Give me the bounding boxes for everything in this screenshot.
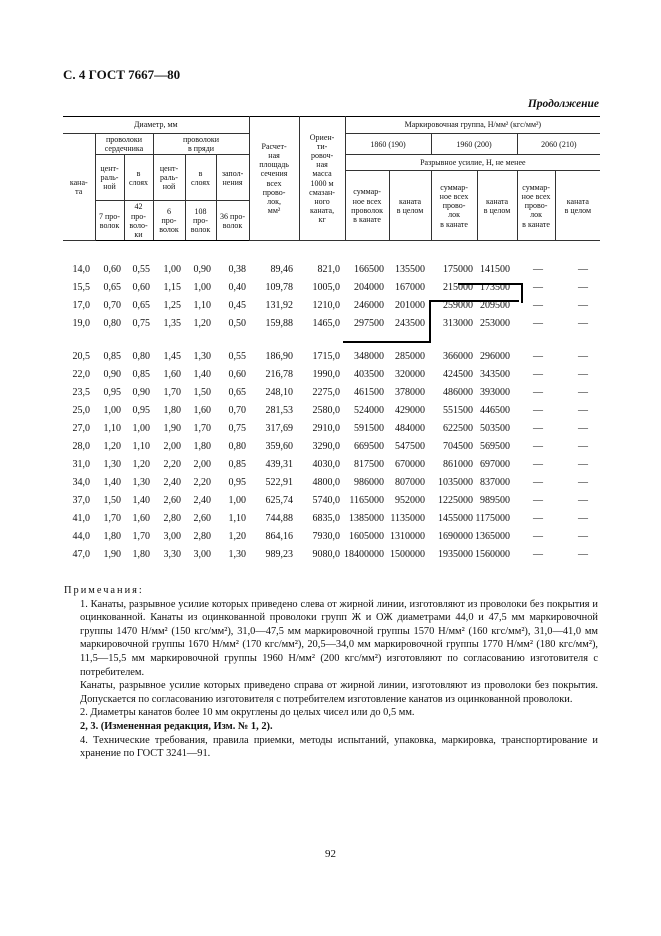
th-2060: 2060 (210) (517, 134, 600, 155)
cell-area: 159,88 (265, 318, 293, 329)
th-6-wires: 6 про- волок (153, 201, 185, 241)
table-row (63, 387, 600, 405)
th-whole-1860: каната в целом (389, 171, 431, 241)
cell-whole-1960: 209500 (480, 300, 510, 311)
cell-whole-1960: 343500 (480, 369, 510, 380)
note-4: 4. Технические требования, правила приемки, методы испытаний, упаковка, маркировка, транспортирование и хранение по ГОСТ 3241—91. (80, 734, 598, 760)
cell-filler: 0,70 (228, 405, 246, 416)
cell-sum-1960: 313000 (443, 318, 473, 329)
bold-line-segment-4 (343, 341, 431, 343)
cell-core-layers: 0,75 (132, 318, 150, 329)
cell-sum-2060: — (533, 369, 543, 380)
cell-rope-d: 47,0 (72, 549, 90, 560)
cell-sum-2060: — (533, 513, 543, 524)
th-central: цент- раль- ной (95, 155, 124, 201)
notes-title: Примечания: (64, 585, 144, 596)
cell-core-central: 1,20 (103, 441, 121, 452)
cell-mass: 7930,0 (312, 531, 340, 542)
cell-whole-2060: — (578, 264, 588, 275)
cell-whole-1960: 503500 (480, 423, 510, 434)
cell-strand-layers: 0,90 (193, 264, 211, 275)
cell-sum-1960: 1455000 (438, 513, 473, 524)
cell-area: 109,78 (265, 282, 293, 293)
cell-rope-d: 27,0 (72, 423, 90, 434)
cell-whole-2060: — (578, 282, 588, 293)
cell-rope-d: 23,5 (72, 387, 90, 398)
cell-strand-layers: 1,70 (193, 423, 211, 434)
cell-sum-1860: 204000 (354, 282, 384, 293)
cell-filler: 0,50 (228, 318, 246, 329)
cell-rope-d: 17,0 (72, 300, 90, 311)
th-sum-2060: суммар- ное всех прово- лок в канате (517, 171, 555, 241)
th-1960: 1960 (200) (431, 134, 517, 155)
cell-sum-1860: 524000 (354, 405, 384, 416)
cell-whole-1860: 285000 (395, 351, 425, 362)
cell-whole-1960: 569500 (480, 441, 510, 452)
cell-rope-d: 31,0 (72, 459, 90, 470)
cell-sum-1860: 461500 (354, 387, 384, 398)
cell-mass: 9080,0 (312, 549, 340, 560)
cell-whole-1960: 296000 (480, 351, 510, 362)
cell-whole-1860: 1500000 (390, 549, 425, 560)
cell-filler: 0,55 (228, 351, 246, 362)
cell-whole-1860: 1135000 (390, 513, 425, 524)
cell-core-central: 1,30 (103, 459, 121, 470)
cell-whole-1960: 837000 (480, 477, 510, 488)
cell-sum-1960: 424500 (443, 369, 473, 380)
cell-sum-2060: — (533, 459, 543, 470)
cell-strand-central: 1,70 (163, 387, 181, 398)
cell-core-central: 1,70 (103, 513, 121, 524)
cell-sum-1960: 215000 (443, 282, 473, 293)
cell-whole-1960: 253000 (480, 318, 510, 329)
cell-sum-1960: 551500 (443, 405, 473, 416)
cell-sum-1860: 348000 (354, 351, 384, 362)
note-1: 1. Канаты, разрывное усилие которых приведено слева от жирной линии, изготовляют из проволоки без покрытия и оцинкованной. Канаты из оцинкованной проволоки групп Ж и ОЖ диаметрами 44,0 и 47,5 мм маркировочной группы 1470 Н/мм² (150 кгс/мм²), 31,0—47,5 мм маркировочной группы 1570 Н/мм² (160 кгс/мм²), 31,0—41,0 мм маркировочной группы 1670 Н/мм² (170 кгс/мм²), 20,5—34,0 мм маркировочной группы 1770 Н/мм² (180 кгс/мм²), 11,5—15,5 мм маркировочной группы 1960 Н/мм² (200 кгс/мм²) изготовляют по согласованию изготовителя с потребителем. (80, 598, 598, 678)
cell-sum-1860: 986000 (354, 477, 384, 488)
cell-area: 439,31 (265, 459, 293, 470)
cell-filler: 1,30 (228, 549, 246, 560)
cell-sum-1960: 175000 (443, 264, 473, 275)
cell-sum-1960: 622500 (443, 423, 473, 434)
th-1860: 1860 (190) (345, 134, 431, 155)
table-row (63, 531, 600, 549)
cell-whole-2060: — (578, 549, 588, 560)
cell-strand-central: 2,60 (163, 495, 181, 506)
cell-area: 864,16 (265, 531, 293, 542)
cell-strand-layers: 1,50 (193, 387, 211, 398)
cell-mass: 1715,0 (312, 351, 340, 362)
table-header (63, 116, 600, 241)
cell-sum-1860: 1165000 (349, 495, 384, 506)
th-sum-1960: суммар- ное всех прово- лок в канате (431, 171, 477, 241)
cell-whole-1960: 393000 (480, 387, 510, 398)
cell-sum-2060: — (533, 531, 543, 542)
cell-mass: 6835,0 (312, 513, 340, 524)
cell-core-central: 1,10 (103, 423, 121, 434)
cell-mass: 4800,0 (312, 477, 340, 488)
cell-whole-2060: — (578, 459, 588, 470)
cell-strand-layers: 1,40 (193, 369, 211, 380)
table-row (63, 477, 600, 495)
cell-rope-d: 25,0 (72, 405, 90, 416)
cell-strand-layers: 2,00 (193, 459, 211, 470)
cell-sum-1960: 1035000 (438, 477, 473, 488)
cell-strand-central: 3,30 (163, 549, 181, 560)
cell-core-central: 0,95 (103, 387, 121, 398)
cell-mass: 4030,0 (312, 459, 340, 470)
cell-whole-1960: 1560000 (475, 549, 510, 560)
cell-strand-layers: 1,10 (193, 300, 211, 311)
cell-sum-1860: 669500 (354, 441, 384, 452)
cell-filler: 0,85 (228, 459, 246, 470)
cell-mass: 1005,0 (312, 282, 340, 293)
cell-core-layers: 1,80 (132, 549, 150, 560)
cell-mass: 1210,0 (312, 300, 340, 311)
cell-sum-1860: 1385000 (349, 513, 384, 524)
cell-strand-central: 2,40 (163, 477, 181, 488)
cell-rope-d: 41,0 (72, 513, 90, 524)
th-mass: Ориен- ти- ровоч- ная масса 1000 м смазан- ного каната, кг (299, 117, 345, 241)
cell-mass: 2580,0 (312, 405, 340, 416)
bold-line-segment-3 (429, 301, 431, 343)
cell-whole-2060: — (578, 531, 588, 542)
cell-core-layers: 0,90 (132, 387, 150, 398)
cell-core-central: 0,80 (103, 318, 121, 329)
cell-mass: 1990,0 (312, 369, 340, 380)
table-row (63, 459, 600, 477)
cell-whole-2060: — (578, 405, 588, 416)
cell-sum-2060: — (533, 441, 543, 452)
cell-core-central: 1,40 (103, 477, 121, 488)
cell-sum-1960: 1690000 (438, 531, 473, 542)
th-area: Расчет- ная площадь сечения всех прово- лок, мм² (249, 117, 299, 241)
page-number: 92 (325, 848, 336, 860)
cell-strand-central: 3,00 (163, 531, 181, 542)
cell-rope-d: 19,0 (72, 318, 90, 329)
cell-strand-layers: 1,20 (193, 318, 211, 329)
cell-mass: 821,0 (317, 264, 340, 275)
cell-whole-1860: 807000 (395, 477, 425, 488)
th-central-strand: цент- раль- ной (153, 155, 185, 201)
cell-sum-1860: 297500 (354, 318, 384, 329)
cell-area: 89,46 (270, 264, 293, 275)
cell-whole-1960: 141500 (480, 264, 510, 275)
cell-rope-d: 34,0 (72, 477, 90, 488)
cell-core-central: 1,00 (103, 405, 121, 416)
cell-filler: 0,40 (228, 282, 246, 293)
page-header: С. 4 ГОСТ 7667—80 (63, 67, 181, 82)
cell-strand-central: 2,80 (163, 513, 181, 524)
th-filler: запол- нения (216, 155, 249, 201)
cell-sum-2060: — (533, 405, 543, 416)
cell-sum-1860: 403500 (354, 369, 384, 380)
th-strand-wires: проволоки в пряди (153, 134, 249, 155)
table-row (63, 513, 600, 531)
th-36-wires: 36 про- волок (216, 201, 249, 241)
cell-rope-d: 22,0 (72, 369, 90, 380)
cell-core-layers: 1,30 (132, 477, 150, 488)
cell-strand-central: 2,00 (163, 441, 181, 452)
cell-core-central: 0,65 (103, 282, 121, 293)
cell-area: 186,90 (265, 351, 293, 362)
cell-whole-1860: 670000 (395, 459, 425, 470)
cell-filler: 0,38 (228, 264, 246, 275)
cell-core-layers: 1,60 (132, 513, 150, 524)
cell-core-layers: 1,20 (132, 459, 150, 470)
cell-core-layers: 0,55 (132, 264, 150, 275)
cell-core-layers: 1,70 (132, 531, 150, 542)
cell-filler: 0,60 (228, 369, 246, 380)
cell-whole-1860: 429000 (395, 405, 425, 416)
cell-whole-2060: — (578, 369, 588, 380)
cell-core-central: 0,85 (103, 351, 121, 362)
cell-core-central: 0,90 (103, 369, 121, 380)
cell-filler: 0,80 (228, 441, 246, 452)
table-row (63, 441, 600, 459)
cell-sum-1860: 18400000 (344, 549, 384, 560)
cell-mass: 5740,0 (312, 495, 340, 506)
cell-area: 744,88 (265, 513, 293, 524)
cell-sum-1960: 704500 (443, 441, 473, 452)
cell-whole-1960: 173500 (480, 282, 510, 293)
cell-filler: 1,00 (228, 495, 246, 506)
cell-sum-1960: 486000 (443, 387, 473, 398)
cell-area: 281,53 (265, 405, 293, 416)
cell-sum-2060: — (533, 300, 543, 311)
cell-whole-2060: — (578, 513, 588, 524)
cell-strand-central: 1,35 (163, 318, 181, 329)
cell-core-central: 1,50 (103, 495, 121, 506)
cell-whole-1860: 952000 (395, 495, 425, 506)
th-42-wires: 42 про- воло- ки (124, 201, 153, 241)
cell-whole-1860: 135500 (395, 264, 425, 275)
cell-strand-layers: 2,60 (193, 513, 211, 524)
cell-core-central: 1,80 (103, 531, 121, 542)
cell-sum-1860: 591500 (354, 423, 384, 434)
cell-whole-1860: 378000 (395, 387, 425, 398)
cell-whole-1860: 320000 (395, 369, 425, 380)
cell-whole-2060: — (578, 423, 588, 434)
cell-strand-layers: 3,00 (193, 549, 211, 560)
note-1-continued: Канаты, разрывное усилие которых приведено справа от жирной линии, изготовляют из проволоки без покрытия. Допускается по согласованию изготовителя с потребителем изготовление канатов из оцинкованной проволоки. (80, 680, 598, 705)
cell-mass: 1465,0 (312, 318, 340, 329)
cell-strand-layers: 2,40 (193, 495, 211, 506)
cell-rope-d: 20,5 (72, 351, 90, 362)
cell-strand-layers: 1,80 (193, 441, 211, 452)
cell-sum-1860: 1605000 (349, 531, 384, 542)
cell-area: 522,91 (265, 477, 293, 488)
cell-strand-layers: 2,80 (193, 531, 211, 542)
th-whole-2060: каната в целом (555, 171, 600, 241)
cell-strand-central: 2,20 (163, 459, 181, 470)
cell-strand-central: 1,00 (163, 264, 181, 275)
cell-core-central: 0,60 (103, 264, 121, 275)
cell-sum-1960: 861000 (443, 459, 473, 470)
cell-filler: 0,75 (228, 423, 246, 434)
cell-area: 216,78 (265, 369, 293, 380)
cell-strand-central: 1,15 (163, 282, 181, 293)
cell-sum-2060: — (533, 318, 543, 329)
th-breaking: Разрывное усилие, Н, не менее (345, 155, 600, 171)
table-row (63, 318, 600, 336)
cell-rope-d: 28,0 (72, 441, 90, 452)
cell-area: 625,74 (265, 495, 293, 506)
cell-whole-1860: 547500 (395, 441, 425, 452)
cell-filler: 1,10 (228, 513, 246, 524)
cell-whole-2060: — (578, 495, 588, 506)
cell-filler: 0,95 (228, 477, 246, 488)
cell-whole-1960: 1175000 (475, 513, 510, 524)
th-layers-strand: в слоях (185, 155, 216, 201)
cell-sum-2060: — (533, 387, 543, 398)
cell-core-layers: 1,40 (132, 495, 150, 506)
cell-strand-layers: 1,60 (193, 405, 211, 416)
cell-sum-1960: 1225000 (438, 495, 473, 506)
th-core-wires: проволоки сердечника (95, 134, 153, 155)
cell-core-central: 1,90 (103, 549, 121, 560)
table-row (63, 495, 600, 513)
cell-strand-layers: 1,30 (193, 351, 211, 362)
cell-whole-1960: 697000 (480, 459, 510, 470)
cell-sum-2060: — (533, 495, 543, 506)
cell-sum-1860: 166500 (354, 264, 384, 275)
table-row (63, 369, 600, 387)
th-7-wires: 7 про- волок (95, 201, 124, 241)
th-grade: Маркировочная группа, Н/мм² (кгс/мм²) (345, 117, 600, 134)
note-amendment: 2, 3. (Измененная редакция, Изм. № 1, 2). (80, 720, 273, 732)
notes-section (64, 584, 598, 761)
note-2: 2. Диаметры канатов более 10 мм округлены до целых чисел или до 0,5 мм. (80, 707, 415, 719)
th-sum-1860: суммар- ное всех проволок в канате (345, 171, 389, 241)
cell-core-layers: 1,00 (132, 423, 150, 434)
cell-whole-1860: 243500 (395, 318, 425, 329)
cell-sum-2060: — (533, 264, 543, 275)
cell-strand-central: 1,90 (163, 423, 181, 434)
cell-core-layers: 0,60 (132, 282, 150, 293)
cell-area: 317,69 (265, 423, 293, 434)
cell-whole-1960: 989500 (480, 495, 510, 506)
cell-sum-1960: 259000 (443, 300, 473, 311)
cell-sum-1860: 817500 (354, 459, 384, 470)
continuation-label: Продолжение (527, 98, 599, 110)
cell-mass: 2275,0 (312, 387, 340, 398)
cell-sum-2060: — (533, 477, 543, 488)
th-diameter: Диаметр, мм (63, 117, 249, 134)
cell-core-layers: 0,65 (132, 300, 150, 311)
cell-whole-2060: — (578, 351, 588, 362)
cell-strand-central: 1,25 (163, 300, 181, 311)
cell-whole-2060: — (578, 441, 588, 452)
cell-core-layers: 1,10 (132, 441, 150, 452)
cell-whole-2060: — (578, 387, 588, 398)
cell-whole-1860: 167000 (395, 282, 425, 293)
table-row (63, 405, 600, 423)
cell-core-layers: 0,95 (132, 405, 150, 416)
cell-rope-d: 14,0 (72, 264, 90, 275)
cell-sum-2060: — (533, 351, 543, 362)
th-whole-1960: каната в целом (477, 171, 517, 241)
cell-rope-d: 37,0 (72, 495, 90, 506)
cell-strand-central: 1,45 (163, 351, 181, 362)
cell-whole-1860: 201000 (395, 300, 425, 311)
cell-filler: 0,65 (228, 387, 246, 398)
cell-whole-1860: 484000 (395, 423, 425, 434)
cell-whole-1860: 1310000 (390, 531, 425, 542)
table-row (63, 423, 600, 441)
cell-whole-2060: — (578, 318, 588, 329)
cell-rope-d: 44,0 (72, 531, 90, 542)
cell-filler: 1,20 (228, 531, 246, 542)
cell-sum-2060: — (533, 549, 543, 560)
cell-filler: 0,45 (228, 300, 246, 311)
cell-mass: 2910,0 (312, 423, 340, 434)
cell-strand-central: 1,60 (163, 369, 181, 380)
cell-sum-2060: — (533, 423, 543, 434)
th-108-wires: 108 про- волок (185, 201, 216, 241)
table-row (63, 351, 600, 369)
cell-sum-2060: — (533, 282, 543, 293)
cell-mass: 3290,0 (312, 441, 340, 452)
cell-whole-1960: 446500 (480, 405, 510, 416)
bold-line-segment-2 (429, 300, 519, 303)
cell-whole-1960: 1365000 (475, 531, 510, 542)
cell-area: 248,10 (265, 387, 293, 398)
cell-whole-2060: — (578, 300, 588, 311)
th-rope: кана- та (63, 134, 95, 241)
cell-sum-1860: 246000 (354, 300, 384, 311)
cell-strand-layers: 1,00 (193, 282, 211, 293)
cell-area: 989,23 (265, 549, 293, 560)
cell-core-layers: 0,80 (132, 351, 150, 362)
cell-strand-layers: 2,20 (193, 477, 211, 488)
cell-rope-d: 15,5 (72, 282, 90, 293)
table-row (63, 549, 600, 567)
cell-core-layers: 0,85 (132, 369, 150, 380)
cell-strand-central: 1,80 (163, 405, 181, 416)
th-layers: в слоях (124, 155, 153, 201)
cell-area: 359,60 (265, 441, 293, 452)
cell-sum-1960: 1935000 (438, 549, 473, 560)
cell-area: 131,92 (265, 300, 293, 311)
cell-sum-1960: 366000 (443, 351, 473, 362)
table-row (63, 264, 600, 282)
cell-whole-2060: — (578, 477, 588, 488)
cell-core-central: 0,70 (103, 300, 121, 311)
